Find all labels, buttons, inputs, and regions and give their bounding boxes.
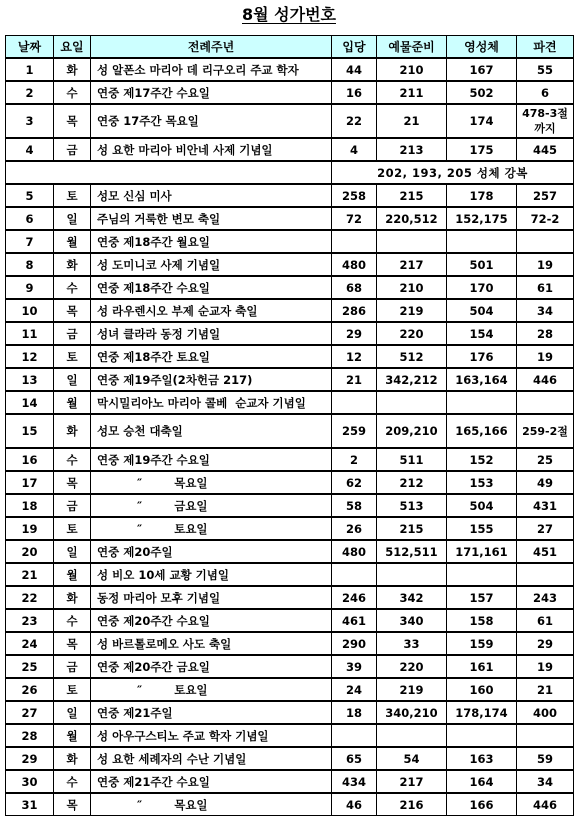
offertory-hymn-cell: 340 [377, 609, 447, 632]
table-row [6, 230, 574, 253]
communion-hymn-cell: 501 [447, 253, 517, 276]
date-cell: 3 [6, 104, 54, 138]
dismissal-hymn-cell: 72-2 [517, 207, 574, 230]
weekday-cell: 일 [54, 368, 91, 391]
entrance-hymn-cell: 21 [332, 368, 377, 391]
entrance-hymn-cell: 58 [332, 494, 377, 517]
dismissal-hymn-cell: 431 [517, 494, 574, 517]
offertory-hymn-cell: 33 [377, 632, 447, 655]
weekday-cell: 월 [54, 724, 91, 747]
communion-hymn-cell: 175 [447, 138, 517, 161]
weekday-cell: 토 [54, 517, 91, 540]
table-row [6, 448, 574, 471]
liturgical-day-cell: 성모 신심 미사 [91, 184, 332, 207]
date-cell: 20 [6, 540, 54, 563]
liturgical-day-cell: 성 요한 세례자의 수난 기념일 [91, 747, 332, 770]
weekday-cell: 목 [54, 104, 91, 138]
offertory-hymn-cell: 220,512 [377, 207, 447, 230]
offertory-hymn-cell: 217 [377, 770, 447, 793]
entrance-hymn-cell: 258 [332, 184, 377, 207]
entrance-hymn-cell: 24 [332, 678, 377, 701]
communion-hymn-cell: 160 [447, 678, 517, 701]
offertory-hymn-cell: 342 [377, 586, 447, 609]
offertory-hymn-cell: 210 [377, 276, 447, 299]
header-liturgical-day: 전례주년 [91, 36, 332, 59]
liturgical-day-cell: 성 라우렌시오 부제 순교자 축일 [91, 299, 332, 322]
weekday-cell: 수 [54, 609, 91, 632]
liturgical-day-cell: 동정 마리아 모후 기념일 [91, 586, 332, 609]
date-cell: 14 [6, 391, 54, 414]
weekday-cell: 목 [54, 793, 91, 816]
offertory-hymn-cell: 21 [377, 104, 447, 138]
dismissal-hymn-cell [517, 391, 574, 414]
header-dismissal: 파견 [517, 36, 574, 59]
dismissal-hymn-cell: 21 [517, 678, 574, 701]
dismissal-hymn-cell: 27 [517, 517, 574, 540]
entrance-hymn-cell [332, 391, 377, 414]
offertory-hymn-cell: 220 [377, 322, 447, 345]
weekday-cell: 토 [54, 678, 91, 701]
communion-hymn-cell: 178 [447, 184, 517, 207]
date-cell: 4 [6, 138, 54, 161]
entrance-hymn-cell: 65 [332, 747, 377, 770]
offertory-hymn-cell: 213 [377, 138, 447, 161]
dismissal-hymn-cell [517, 724, 574, 747]
communion-hymn-cell: 171,161 [447, 540, 517, 563]
weekday-cell: 월 [54, 563, 91, 586]
liturgical-day-cell: 성 비오 10세 교황 기념일 [91, 563, 332, 586]
offertory-hymn-cell: 219 [377, 678, 447, 701]
weekday-cell: 일 [54, 540, 91, 563]
offertory-hymn-cell: 217 [377, 253, 447, 276]
entrance-hymn-cell: 246 [332, 586, 377, 609]
communion-hymn-cell: 158 [447, 609, 517, 632]
weekday-cell: 화 [54, 747, 91, 770]
dismissal-hymn-cell: 61 [517, 609, 574, 632]
entrance-hymn-cell: 29 [332, 322, 377, 345]
offertory-hymn-cell: 212 [377, 471, 447, 494]
offertory-hymn-cell [377, 230, 447, 253]
entrance-hymn-cell: 26 [332, 517, 377, 540]
dismissal-hymn-cell: 400 [517, 701, 574, 724]
dismissal-hymn-cell: 478-3절까지 [517, 104, 574, 138]
date-cell: 15 [6, 414, 54, 448]
weekday-cell: 토 [54, 345, 91, 368]
weekday-cell: 화 [54, 414, 91, 448]
table-row [6, 81, 574, 104]
liturgical-day-cell: ″ 토요일 [91, 678, 332, 701]
date-cell: 24 [6, 632, 54, 655]
communion-hymn-cell: 159 [447, 632, 517, 655]
weekday-cell: 목 [54, 299, 91, 322]
communion-hymn-cell: 152 [447, 448, 517, 471]
liturgical-day-cell: 성 알폰소 마리아 데 리구오리 주교 학자 [91, 58, 332, 81]
date-cell: 26 [6, 678, 54, 701]
liturgical-day-cell: 성 도미니코 사제 기념일 [91, 253, 332, 276]
weekday-cell: 금 [54, 138, 91, 161]
table-row [6, 747, 574, 770]
dismissal-hymn-cell: 49 [517, 471, 574, 494]
liturgical-day-cell: 주님의 거룩한 변모 축일 [91, 207, 332, 230]
dismissal-hymn-cell: 243 [517, 586, 574, 609]
offertory-hymn-cell [377, 391, 447, 414]
liturgical-day-cell: ″ 금요일 [91, 494, 332, 517]
communion-hymn-cell: 166 [447, 793, 517, 816]
liturgical-day-cell: 연중 제18주간 토요일 [91, 345, 332, 368]
dismissal-hymn-cell: 257 [517, 184, 574, 207]
liturgical-day-cell: 연중 17주간 목요일 [91, 104, 332, 138]
table-row [6, 391, 574, 414]
communion-hymn-cell: 176 [447, 345, 517, 368]
date-cell: 5 [6, 184, 54, 207]
table-row [6, 345, 574, 368]
offertory-hymn-cell: 216 [377, 793, 447, 816]
entrance-hymn-cell: 480 [332, 540, 377, 563]
communion-hymn-cell: 163 [447, 747, 517, 770]
dismissal-hymn-cell [517, 230, 574, 253]
dismissal-hymn-cell: 59 [517, 747, 574, 770]
entrance-hymn-cell: 480 [332, 253, 377, 276]
dismissal-hymn-cell: 19 [517, 253, 574, 276]
table-row [6, 138, 574, 161]
weekday-cell: 화 [54, 253, 91, 276]
dismissal-hymn-cell: 61 [517, 276, 574, 299]
liturgical-day-cell: 성 아우구스티노 주교 학자 기념일 [91, 724, 332, 747]
communion-hymn-cell [447, 230, 517, 253]
communion-hymn-cell [447, 724, 517, 747]
table-row [6, 322, 574, 345]
weekday-cell: 금 [54, 655, 91, 678]
communion-hymn-cell: 153 [447, 471, 517, 494]
table-row [6, 299, 574, 322]
table-row [6, 253, 574, 276]
table-row [6, 276, 574, 299]
table-row [6, 701, 574, 724]
entrance-hymn-cell: 39 [332, 655, 377, 678]
weekday-cell: 일 [54, 701, 91, 724]
liturgical-day-cell: ″ 목요일 [91, 471, 332, 494]
entrance-hymn-cell: 46 [332, 793, 377, 816]
weekday-cell: 금 [54, 494, 91, 517]
dismissal-hymn-cell: 446 [517, 368, 574, 391]
communion-hymn-cell [447, 563, 517, 586]
offertory-hymn-cell: 215 [377, 517, 447, 540]
liturgical-day-cell: 성녀 클라라 동정 기념일 [91, 322, 332, 345]
weekday-cell: 수 [54, 770, 91, 793]
offertory-hymn-cell: 342,212 [377, 368, 447, 391]
entrance-hymn-cell: 72 [332, 207, 377, 230]
liturgical-day-cell: 성모 승천 대축일 [91, 414, 332, 448]
communion-hymn-cell: 174 [447, 104, 517, 138]
dismissal-hymn-cell: 451 [517, 540, 574, 563]
table-row [6, 793, 574, 816]
date-cell: 16 [6, 448, 54, 471]
liturgical-day-cell: 연중 제21주간 수요일 [91, 770, 332, 793]
table-row [6, 494, 574, 517]
communion-hymn-cell: 161 [447, 655, 517, 678]
date-cell: 13 [6, 368, 54, 391]
date-cell: 31 [6, 793, 54, 816]
date-cell: 7 [6, 230, 54, 253]
liturgical-day-cell: 연중 제19주간 수요일 [91, 448, 332, 471]
date-cell: 23 [6, 609, 54, 632]
header-communion: 영성체 [447, 36, 517, 59]
entrance-hymn-cell: 286 [332, 299, 377, 322]
date-cell: 27 [6, 701, 54, 724]
weekday-cell: 화 [54, 58, 91, 81]
table-row [6, 540, 574, 563]
entrance-hymn-cell: 461 [332, 609, 377, 632]
communion-hymn-cell: 164 [447, 770, 517, 793]
liturgical-day-cell: 연중 제17주간 수요일 [91, 81, 332, 104]
entrance-hymn-cell: 290 [332, 632, 377, 655]
table-row [6, 368, 574, 391]
entrance-hymn-cell: 259 [332, 414, 377, 448]
date-cell: 29 [6, 747, 54, 770]
entrance-hymn-cell: 44 [332, 58, 377, 81]
dismissal-hymn-cell: 29 [517, 632, 574, 655]
dismissal-hymn-cell [517, 563, 574, 586]
offertory-hymn-cell: 215 [377, 184, 447, 207]
dismissal-hymn-cell: 34 [517, 770, 574, 793]
table-row [6, 724, 574, 747]
header-entrance: 입당 [332, 36, 377, 59]
offertory-hymn-cell: 211 [377, 81, 447, 104]
offertory-hymn-cell: 512,511 [377, 540, 447, 563]
table-row [6, 414, 574, 448]
page-title [0, 4, 578, 26]
hymn-schedule-table [5, 35, 574, 816]
offertory-hymn-cell [377, 724, 447, 747]
table-header-row [6, 36, 574, 59]
date-cell: 6 [6, 207, 54, 230]
table-row [6, 104, 574, 138]
offertory-hymn-cell: 210 [377, 58, 447, 81]
weekday-cell: 금 [54, 322, 91, 345]
communion-hymn-cell: 170 [447, 276, 517, 299]
offertory-hymn-cell: 54 [377, 747, 447, 770]
table-row [6, 655, 574, 678]
entrance-hymn-cell: 62 [332, 471, 377, 494]
offertory-hymn-cell: 209,210 [377, 414, 447, 448]
date-cell: 9 [6, 276, 54, 299]
entrance-hymn-cell: 2 [332, 448, 377, 471]
date-cell: 8 [6, 253, 54, 276]
liturgical-day-cell: 연중 제20주간 금요일 [91, 655, 332, 678]
offertory-hymn-cell: 513 [377, 494, 447, 517]
date-cell: 2 [6, 81, 54, 104]
date-cell: 30 [6, 770, 54, 793]
offertory-hymn-cell [377, 563, 447, 586]
date-cell: 25 [6, 655, 54, 678]
entrance-hymn-cell: 434 [332, 770, 377, 793]
dismissal-hymn-cell: 28 [517, 322, 574, 345]
liturgical-day-cell: 막시밀리아노 마리아 콜베 순교자 기념일 [91, 391, 332, 414]
date-cell: 28 [6, 724, 54, 747]
table-row [6, 609, 574, 632]
header-offertory: 예물준비 [377, 36, 447, 59]
liturgical-day-cell: 연중 제18주간 수요일 [91, 276, 332, 299]
date-cell: 19 [6, 517, 54, 540]
dismissal-hymn-cell: 446 [517, 793, 574, 816]
table-row [6, 517, 574, 540]
weekday-cell: 수 [54, 276, 91, 299]
weekday-cell: 월 [54, 230, 91, 253]
communion-hymn-cell: 157 [447, 586, 517, 609]
table-row [6, 678, 574, 701]
communion-hymn-cell: 155 [447, 517, 517, 540]
offertory-hymn-cell: 219 [377, 299, 447, 322]
dismissal-hymn-cell: 19 [517, 345, 574, 368]
entrance-hymn-cell: 22 [332, 104, 377, 138]
weekday-cell: 목 [54, 471, 91, 494]
dismissal-hymn-cell: 6 [517, 81, 574, 104]
liturgical-day-cell: 연중 제21주일 [91, 701, 332, 724]
entrance-hymn-cell: 12 [332, 345, 377, 368]
entrance-hymn-cell: 18 [332, 701, 377, 724]
liturgical-day-cell: 성 바르톨로메오 사도 축일 [91, 632, 332, 655]
weekday-cell: 일 [54, 207, 91, 230]
dismissal-hymn-cell: 19 [517, 655, 574, 678]
liturgical-day-cell: 연중 제18주간 월요일 [91, 230, 332, 253]
date-cell: 11 [6, 322, 54, 345]
communion-hymn-cell: 154 [447, 322, 517, 345]
date-cell: 18 [6, 494, 54, 517]
entrance-hymn-cell [332, 724, 377, 747]
liturgical-day-cell: ″ 토요일 [91, 517, 332, 540]
weekday-cell: 수 [54, 448, 91, 471]
note-spacer-cell [6, 161, 332, 184]
dismissal-hymn-cell: 55 [517, 58, 574, 81]
weekday-cell: 수 [54, 81, 91, 104]
communion-hymn-cell: 165,166 [447, 414, 517, 448]
liturgical-day-cell: ″ 목요일 [91, 793, 332, 816]
dismissal-hymn-cell: 259-2절 [517, 414, 574, 448]
weekday-cell: 화 [54, 586, 91, 609]
entrance-hymn-cell: 68 [332, 276, 377, 299]
communion-hymn-cell: 502 [447, 81, 517, 104]
offertory-hymn-cell: 511 [377, 448, 447, 471]
table-row [6, 161, 574, 184]
entrance-hymn-cell: 16 [332, 81, 377, 104]
dismissal-hymn-cell: 25 [517, 448, 574, 471]
communion-hymn-cell: 163,164 [447, 368, 517, 391]
communion-hymn-cell: 504 [447, 299, 517, 322]
table-row [6, 586, 574, 609]
table-row [6, 563, 574, 586]
liturgical-day-cell: 연중 제20주간 수요일 [91, 609, 332, 632]
date-cell: 21 [6, 563, 54, 586]
communion-hymn-cell: 152,175 [447, 207, 517, 230]
table-row [6, 471, 574, 494]
dismissal-hymn-cell: 445 [517, 138, 574, 161]
weekday-cell: 토 [54, 184, 91, 207]
weekday-cell: 월 [54, 391, 91, 414]
communion-hymn-cell: 167 [447, 58, 517, 81]
table-row [6, 632, 574, 655]
entrance-hymn-cell: 4 [332, 138, 377, 161]
header-date: 날짜 [6, 36, 54, 59]
table-row [6, 184, 574, 207]
page-title-text: 8월 성가번호 [242, 5, 336, 24]
entrance-hymn-cell [332, 563, 377, 586]
liturgical-day-cell: 연중 제19주일(2차헌금 217) [91, 368, 332, 391]
liturgical-day-cell: 연중 제20주일 [91, 540, 332, 563]
communion-hymn-cell: 178,174 [447, 701, 517, 724]
date-cell: 1 [6, 58, 54, 81]
entrance-hymn-cell [332, 230, 377, 253]
dismissal-hymn-cell: 34 [517, 299, 574, 322]
date-cell: 17 [6, 471, 54, 494]
offertory-hymn-cell: 220 [377, 655, 447, 678]
table-body [6, 58, 574, 816]
weekday-cell: 목 [54, 632, 91, 655]
communion-hymn-cell [447, 391, 517, 414]
table-row [6, 58, 574, 81]
offertory-hymn-cell: 512 [377, 345, 447, 368]
date-cell: 22 [6, 586, 54, 609]
table-row [6, 207, 574, 230]
date-cell: 12 [6, 345, 54, 368]
header-weekday: 요일 [54, 36, 91, 59]
offertory-hymn-cell: 340,210 [377, 701, 447, 724]
benediction-note-cell: 202, 193, 205 성체 강복 [332, 161, 574, 184]
table-row [6, 770, 574, 793]
communion-hymn-cell: 504 [447, 494, 517, 517]
date-cell: 10 [6, 299, 54, 322]
liturgical-day-cell: 성 요한 마리아 비안네 사제 기념일 [91, 138, 332, 161]
